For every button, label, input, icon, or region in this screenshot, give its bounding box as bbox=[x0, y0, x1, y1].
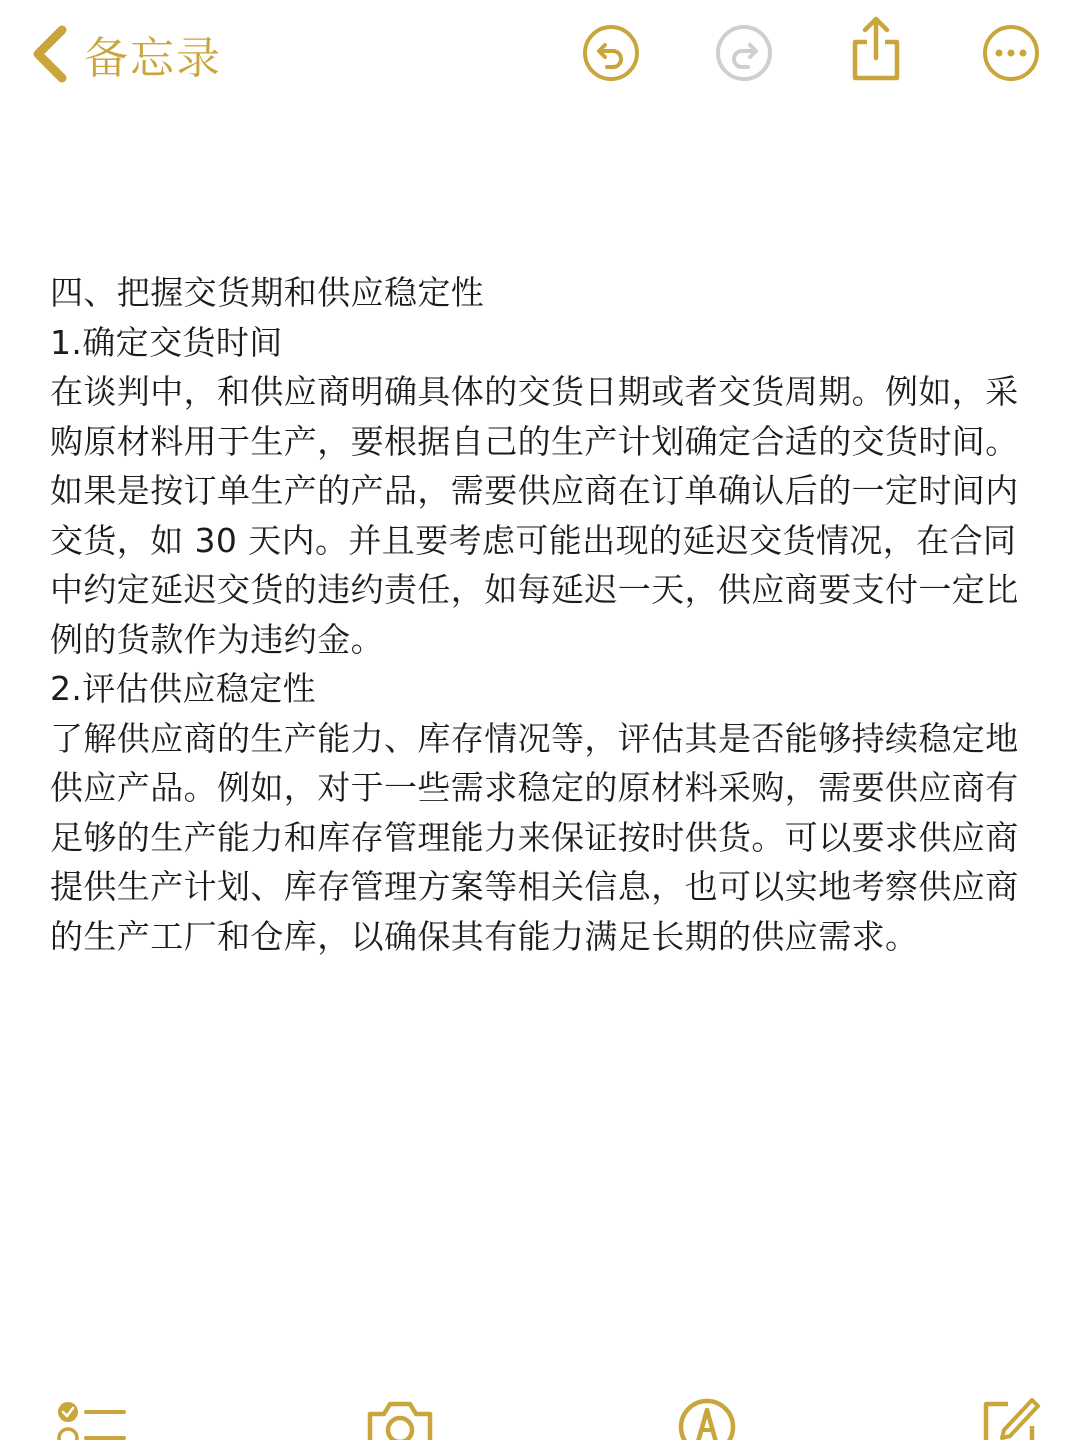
note-subheading-delivery: 1.确定交货时间 bbox=[50, 322, 283, 362]
more-button[interactable] bbox=[980, 22, 1042, 84]
markup-icon bbox=[676, 1396, 738, 1440]
share-button[interactable] bbox=[845, 14, 907, 84]
back-button[interactable] bbox=[28, 22, 222, 86]
checklist-button[interactable] bbox=[56, 1398, 128, 1440]
chevron-left-icon bbox=[28, 24, 70, 84]
camera-button[interactable] bbox=[364, 1396, 436, 1440]
more-icon bbox=[980, 22, 1042, 84]
note-heading: 四、把握交货期和供应稳定性 bbox=[50, 273, 485, 312]
redo-button[interactable] bbox=[713, 22, 775, 84]
undo-button[interactable] bbox=[580, 22, 642, 84]
note-paragraph-delivery: 在谈判中，和供应商明确具体的交货日期或者交货周期。例如，采购原材料用于生产，要根据自己的生产计划确定合适的交货时间。如果是按订单生产的产品，需要供应商在订单确认后的一定时间内交货，如 30 天内。并且要考虑可能出现的延迟交货情况，在合同中约定延迟交货的违约责任，如每延迟一天，供应商要支付一定比例的货款作为违约金。 bbox=[50, 372, 1019, 659]
note-subheading-stability: 2.评估供应稳定性 bbox=[50, 669, 317, 708]
camera-icon bbox=[364, 1396, 436, 1440]
back-label: 备忘录 bbox=[84, 33, 222, 84]
note-paragraph-stability: 了解供应商的生产能力、库存情况等，评估其是否能够持续稳定地供应产品。例如，对于一些需求稳定的原材料采购，需要供应商有足够的生产能力和库存管理能力来保证按时供货。可以要求供应商提供生产计划、库存管理方案等相关信息，也可以实地考察供应商的生产工厂和仓库，以确保其有能力满足长期的供应需求。 bbox=[50, 718, 1019, 956]
bottom-toolbar bbox=[0, 1390, 1080, 1440]
navigation-bar bbox=[0, 0, 1080, 110]
share-icon bbox=[845, 14, 907, 84]
markup-button[interactable] bbox=[676, 1396, 738, 1440]
compose-button[interactable] bbox=[978, 1394, 1042, 1440]
note-body[interactable] bbox=[50, 268, 1040, 961]
compose-icon bbox=[978, 1394, 1042, 1440]
redo-icon bbox=[713, 22, 775, 84]
checklist-icon bbox=[56, 1398, 128, 1440]
undo-icon bbox=[580, 22, 642, 84]
